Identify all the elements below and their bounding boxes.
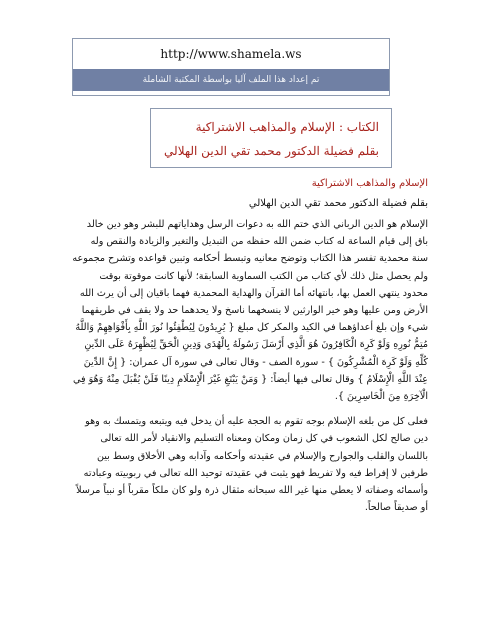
body-paragraph: الإسلام هو الدين الرباني الذي ختم الله به دعوات الرسل وهداياتهم للبشر وهو دين خالد باق إلى قيام الساعة له كتاب ضمن الله حفظه من التبديل والتغير والزيادة والنقص وله سنة محمدية تفسر هذا الكتاب وتوضح معانيه وتبسط أحكامه وتبين قواعده وتشرح مجموعه ولم يحصل مثل ذلك لأي كتاب من الكتب السماوية السابقة؛ لأنها كانت موقوتة بوقت محدود ينتهي العمل بها، بانتهائه أما القرآن والهداية المحمدية فهما باقيان إلى أن يرث الله الأرض ومن عليها وهو خير الوارثين لا ينسخهما ناسخ ولا يحدهما حد ولا يقف في طريقهما شيء وإن بلغ أعداؤهما في الكيد والمكر كل مبلغ { يُرِيدُونَ لِيُطْفِئُوا نُورَ اللَّهِ بِأَفْوَاهِهِمْ وَاللَّهُ مُتِمُّ نُورِهِ وَلَوْ كَرِهَ الْكَافِرُونَ هُوَ الَّذِي أَرْسَلَ رَسُولَهُ بِالْهُدَى وَدِينِ الْحَقِّ لِيُظْهِرَهُ عَلَى الدِّينِ كُلِّهِ وَلَوْ كَرِهَ الْمُشْرِكُونَ } - سورة الصف - وقال تعالى في سورة آل عمران: { إِنَّ الدِّينَ عِنْدَ اللَّهِ الْإِسْلَامُ } وقال تعالى فيها أيضاً: { وَمَنْ يَبْتَغِ غَيْرَ الْإِسْلَامِ دِينًا فَلَنْ يُقْبَلَ مِنْهُ وَهُوَ فِي الْآخِرَةِ مِنَ الْخَاسِرِينَ }.	[72, 219, 428, 403]
document-body	[72, 216, 428, 524]
book-title-line: الكتاب : الإسلام والمذاهب الاشتراكية	[195, 120, 379, 134]
site-url[interactable]: http://www.shamela.ws	[160, 47, 302, 61]
document-title: الإسلام والمذاهب الاشتراكية	[311, 178, 428, 189]
site-header-box	[72, 38, 390, 96]
generated-notice-bar: تم إعداد هذا الملف آليا بواسطة المكتبة الشاملة	[73, 69, 389, 91]
document-author: بقلم فضيلة الدكتور محمد تقي الدين الهلالي	[248, 198, 428, 209]
book-author-line: بقلم فضيلة الدكتور محمد تقي الدين الهلالي	[164, 144, 379, 158]
body-paragraph: فعلى كل من بلغه الإسلام بوجه تقوم به الحجة عليه أن يدخل فيه ويتبعه ويتمسك به وهو دين صالح لكل الشعوب في كل زمان ومكان ومعناه التسليم والانقياد لأمر الله تعالى باللسان والقلب والجوارح والإسلام في عقيدته وأحكامه وآدابه وهي الأخلاق وسط بين طرفين لا إفراط فيه ولا تفريط فهو يثبت في عقيدته توحيد الله تعالى في ربوبيته وعبادته وأسمائه وصفاته لا يعطي منها غير الله سبحانه مثقال ذرة ولو كان ملكاً مقرباً أو نبياً مرسلاً أو صديقاً صالحاً.	[76, 416, 428, 514]
book-title-box	[150, 108, 392, 168]
